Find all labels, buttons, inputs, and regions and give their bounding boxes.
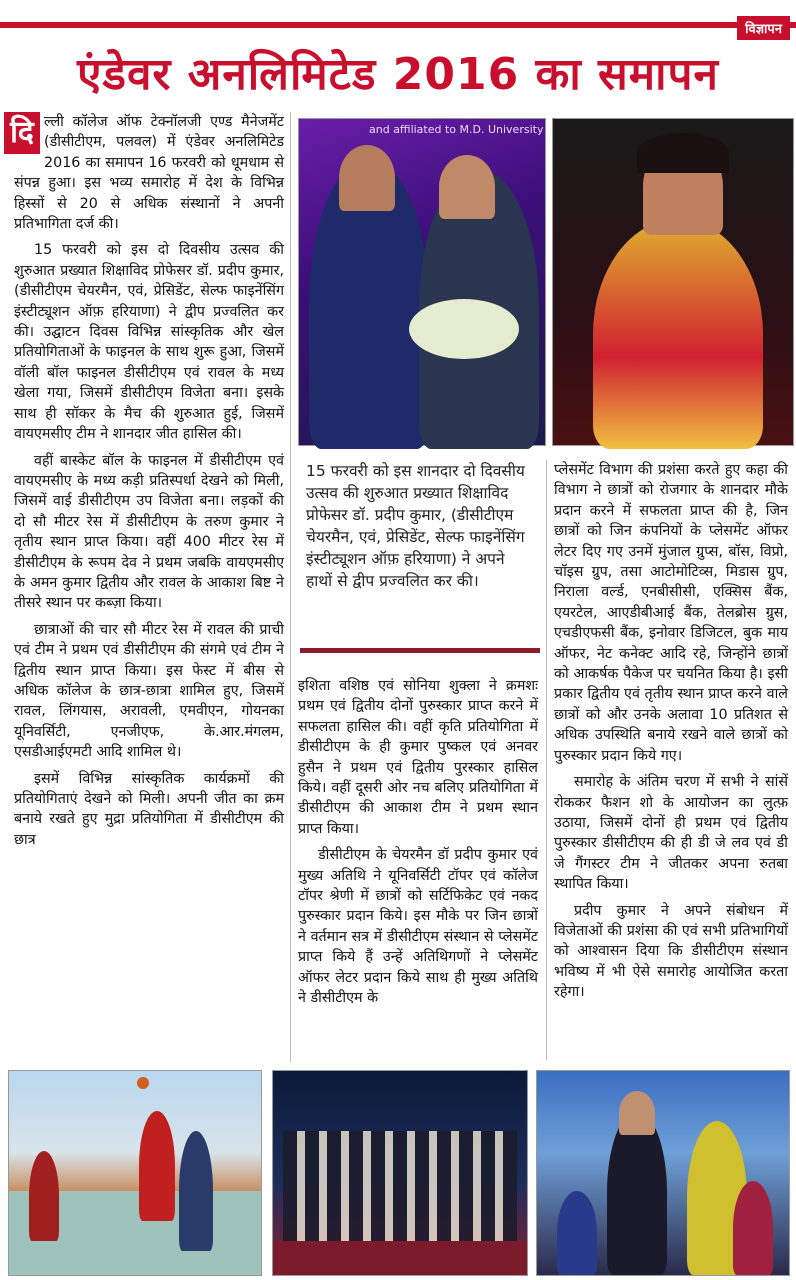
photo-fashion-show — [536, 1070, 790, 1276]
paragraph: प्लेसमेंट विभाग की प्रशंसा करते हुए कहा की विभाग ने छात्रों को रोजगार के शानदार मौके प्रदान करने में सफलता प्राप्त की है, जिन छात्रों को जिन कंपनियों के प्लेसमेंट ऑफर लेटर दिए गए उनमें मुंजाल ग्रुप्स, बॉस, विप्रो, चॉइस ग्रुप, तसा आटोमोटिव्स, मिडास ग्रुप, निराला वर्ल्ड, एनबीसीसी, एक्सिस बैंक, एयरटेल, आएडीबीआई बैंक, तेलब्रोस ग्रुस, एचडीएफसी बैंक, इनोवार डिजिटल, बुक माय ऑफर, नेट कनेक्ट आदि रहे, जिन्होंने छात्रों को आकर्षक पैकेज पर चयनित किया है। इसी प्रकार द्वितीय एवं तृतीय स्थान प्राप्त करने वाले छात्रों को और उनके अलावा 10 प्रतिशत से अधिक उपस्थिति बनाये रखने वाले छात्रों को पुरुस्कार प्रदान किये गए। — [554, 462, 788, 764]
photo-dancer — [552, 118, 794, 446]
article-column-1 — [10, 112, 284, 1072]
paragraph: प्रदीप कुमार ने अपने संबोधन में विजेताओं की प्रशंसा की एवं सभी प्रतिभागियों को आश्वासन दिया कि डीसीटीएम संस्थान भविष्य में भी ऐसे समारोह आयोजित करता रहेगा। — [554, 902, 788, 1001]
paragraph: वहीं बास्केट बॉल के फाइनल में डीसीटीएम एवं वायएमसीए के मध्य कड़ी प्रतिस्पर्धा देखने को मिली, जिसमें वाई डीसीटीएम उप विजेता बना। लड़कों की दो सौ मीटर रेस में डीसीटीएम के तरुण कुमार ने तृतीय स्थान प्राप्त किया। वहीं 400 मीटर रेस में डीसीटीएम के रूपम देव ने प्रथम जबकि वायएमसीए के अमन कुमार द्वितीय और रावल के आकाश बिष्ट ने तीसरे स्थान पर कब्ज़ा किया। — [14, 452, 284, 612]
paragraph: 15 फरवरी को इस दो दिवसीय उत्सव की शुरुआत प्रख्यात शिक्षाविद प्रोफेसर डॉ. प्रदीप कुमार, (डीसीटीएम चेयरमैन, एवं, प्रेसिडेंट, सेल्फ फाइनेंसिंग इंस्टीट्यूशन ऑफ़ हरियाणा) ने द्वीप प्रज्वलित कर की। उद्घाटन दिवस विभिन्न सांस्कृतिक और खेल प्रतियोगिताओं के फाइनल के साथ शुरू हुआ, जिसमें वॉली बॉल फाइनल डीसीटीएम एवं रावल के मध्य खेला गया, जिसमें डीसीटीएम विजेता बना। इसके साथ ही सॉकर के मैच की शुरुआत हुई, जिसमें वायएमसीए टीम ने शानदार जीत हासिल की। — [14, 242, 284, 443]
photo-group — [272, 1070, 528, 1276]
paragraph: दि ल्ली कॉलेज ऑफ टेक्नॉलजी एण्ड मैनेजमेंट (डीसीटीएम, पलवल) में एंडेवर अनलिमिटेड 2016 का समापन 16 फरवरी को धूमधाम से संपन्न हुआ। इस भव्य समारोह में देश के विभिन्न हिस्सों से 20 से अधिक संस्थानों ने अपनी प्रतिभागिता दर्ज की। — [14, 112, 284, 234]
photo-basketball — [8, 1070, 262, 1276]
headline: एंडेवर अनलिमिटेड 2016 का समापन — [77, 49, 719, 100]
drop-cap: दि — [4, 112, 40, 154]
photo-chief-guest — [298, 118, 546, 446]
paragraph: इसमें विभिन्न सांस्कृतिक कार्यक्रमों की प्रतियोगिताएं देखने को मिली। अपनी जीत का क्रम बनाये रखते हुए मुद्रा प्रतियोगिता में डीसीटीएम की छात्र — [14, 770, 284, 848]
article-column-2 — [298, 676, 538, 1066]
article-column-3 — [554, 460, 788, 1060]
paragraph: डीसीटीएम के चेयरमैन डॉ प्रदीप कुमार एवं मुख्य अतिथि ने यूनिवर्सिटी टॉपर एवं कॉलेज टॉपर श्रेणी में छात्रों को सर्टिफिकेट एवं नकद पुरुस्कार प्रदान किये। इस मौके पर जिन छात्रों ने वर्तमान सत्र में डीसीटीएम संस्थान से प्लेसमेंट प्राप्त किये हैं उन्हें अतिथिगणों ने प्लेसमेंट ऑफर लेटर प्रदान किये साथ ही मुख्य अतिथि ने डीसीटीएम के — [298, 847, 538, 1007]
paragraph: छात्राओं की चार सौ मीटर रेस में रावल की प्राची एवं टीम ने प्रथम एवं डीसीटीएम की संगमे एवं टीम ने द्वितीय स्थान प्राप्त किया। इस फेस्ट में बीस से अधिक कॉलेज के छात्र-छात्रा शामिल हुए, जिसमें रावल, लिंगयास, अरावली, एमवीएन, गोयनका यूनिवर्सिटी, एनजीएफ, के.आर.मंगलम, एसडीआईएमटी आदि शामिल थे। — [14, 621, 284, 761]
banner-text: and affiliated to M.D. University — [369, 123, 544, 136]
paragraph: समारोह के अंतिम चरण में सभी ने सांसें रोककर फैशन शो के आयोजन का लुत्फ़ उठाया, जिसमें दोनों ही प्रथम एवं द्वितीय पुरुस्कार डीसीटीएम की ही डी जे लव एवं डी जे गैंगस्टर टीम ने जीतकर अपना रुतबा स्थापित किया। — [554, 774, 788, 893]
top-bar — [0, 0, 796, 38]
top-rule — [0, 22, 796, 28]
paragraph: इशिता वशिष्ठ एवं सोनिया शुक्ला ने क्रमशः प्रथम एवं द्वितीय दोनों पुरुस्कार प्राप्त करने में सफलता हासिल की। वहीं कृति प्रतियोगिता में डीसीटीएम के ही कुमार पुष्कल एवं अनवर हुसैन ने प्रथम एवं द्वितीय पुरस्कार हासिल किये। वहीं दूसरी ओर नच बलिए प्रतियोगिता में डीसीटीएम की आकाश टीम ने प्रथम स्थान प्राप्त किया। — [298, 678, 538, 837]
column-divider — [290, 112, 291, 1062]
photo-caption: 15 फरवरी को इस शानदार दो दिवसीय उत्सव की शुरुआत प्रख्यात शिक्षाविद प्रोफेसर डॉ. प्रदीप कुमार, (डीसीटीएम चेयरमैन, एवं, प्रेसिडेंट, सेल्फ फाइनेंसिंग इंस्टीट्यूशन ऑफ़ हरियाणा) ने अपने हाथों से द्वीप प्रज्वलित कर की। — [306, 462, 525, 590]
column-divider — [546, 460, 547, 1060]
section-tag: विज्ञापन — [737, 16, 790, 40]
caption-rule — [300, 648, 540, 653]
